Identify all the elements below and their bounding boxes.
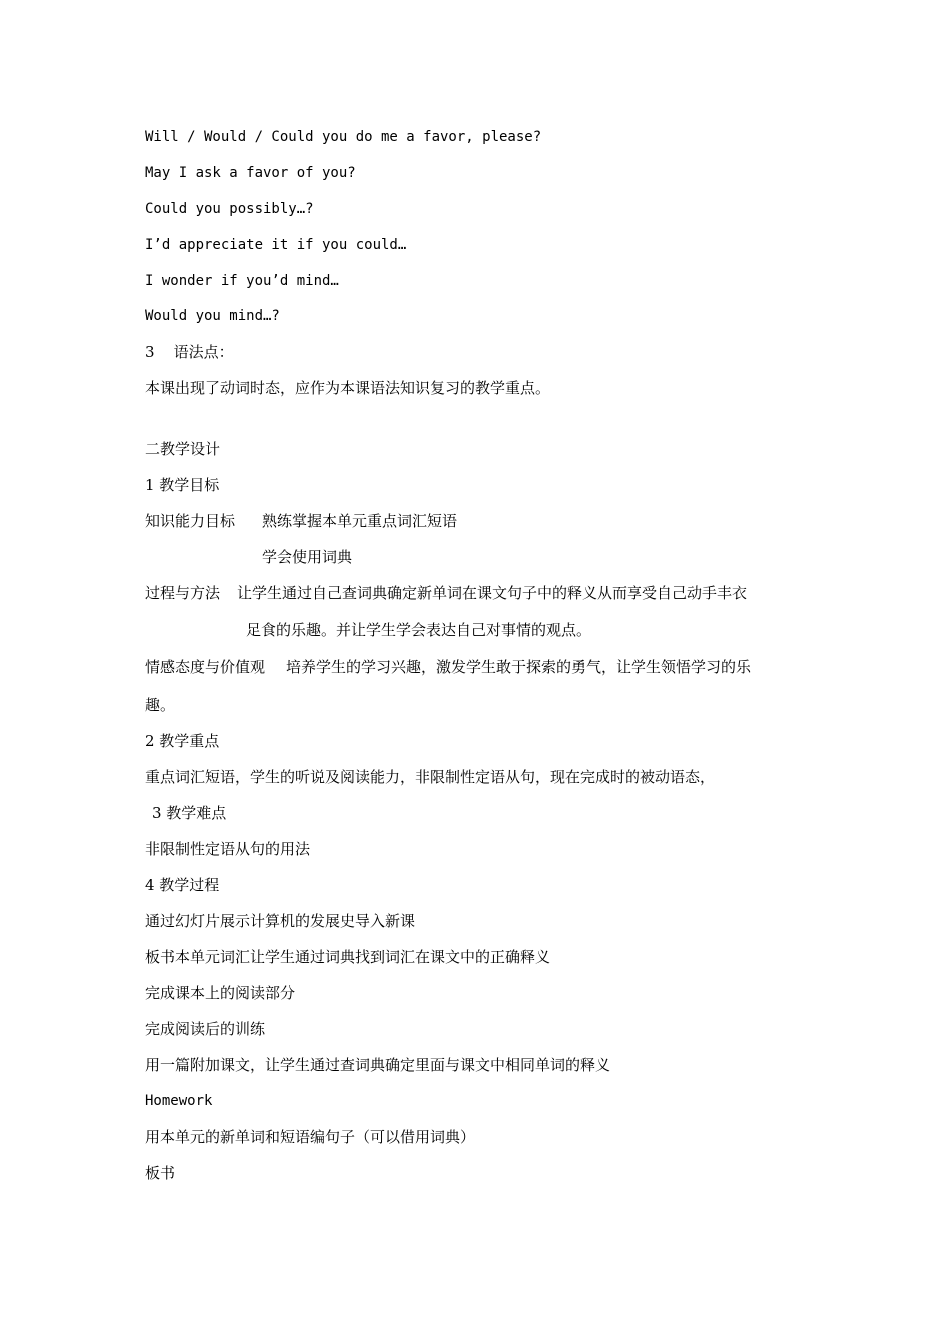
emotion-label: 情感态度与价值观 (145, 658, 266, 676)
process-step: 通过幻灯片展示计算机的发展史导入新课 (145, 912, 416, 930)
knowledge-label: 知识能力目标 (145, 512, 236, 530)
process-label: 过程与方法 (145, 584, 221, 602)
process-steps-heading: 4 教学过程 (145, 876, 220, 894)
phrase-line: Would you mind…? (145, 308, 280, 324)
homework-heading: Homework (145, 1093, 213, 1109)
phrase-line: I’d appreciate it if you could… (145, 237, 407, 253)
goals-heading: 1 教学目标 (145, 476, 220, 494)
process-text-1: 让学生通过自己查词典确定新单词在课文句子中的释义从而享受自己动手丰衣 (237, 584, 748, 602)
phrase-line: Could you possibly…? (145, 201, 314, 217)
difficult-text: 非限制性定语从句的用法 (145, 840, 311, 858)
process-step: 完成阅读后的训练 (145, 1020, 266, 1038)
key-text: 重点词汇短语，学生的听说及阅读能力，非限制性定语从句，现在完成时的被动语态， (145, 768, 716, 786)
phrase-line: I wonder if you’d mind… (145, 273, 339, 289)
difficult-heading: 3 教学难点 (152, 804, 227, 822)
design-heading: 二教学设计 (145, 440, 221, 458)
grammar-text: 本课出现了动词时态，应作为本课语法知识复习的教学重点。 (145, 379, 551, 397)
process-step: 板书本单元词汇让学生通过词典找到词汇在课文中的正确释义 (145, 948, 551, 966)
board-heading: 板书 (145, 1164, 176, 1182)
emotion-text-1: 培养学生的学习兴趣，激发学生敢于探索的勇气，让学生领悟学习的乐 (286, 658, 752, 676)
process-text-2: 足食的乐趣。并让学生学会表达自己对事情的观点。 (246, 621, 592, 639)
process-step: 完成课本上的阅读部分 (145, 984, 296, 1002)
knowledge-item-1: 熟练掌握本单元重点词汇短语 (262, 512, 458, 530)
grammar-heading: 3 语法点： (145, 343, 234, 361)
emotion-text-2: 趣。 (145, 696, 176, 714)
key-heading: 2 教学重点 (145, 732, 220, 750)
phrase-line: Will / Would / Could you do me a favor, please? (145, 129, 542, 145)
homework-text: 用本单元的新单词和短语编句子（可以借用词典） (145, 1128, 476, 1146)
process-step: 用一篇附加课文，让学生通过查词典确定里面与课文中相同单词的释义 (145, 1056, 611, 1074)
knowledge-item-2: 学会使用词典 (262, 548, 353, 566)
phrase-line: May I ask a favor of you? (145, 165, 356, 181)
